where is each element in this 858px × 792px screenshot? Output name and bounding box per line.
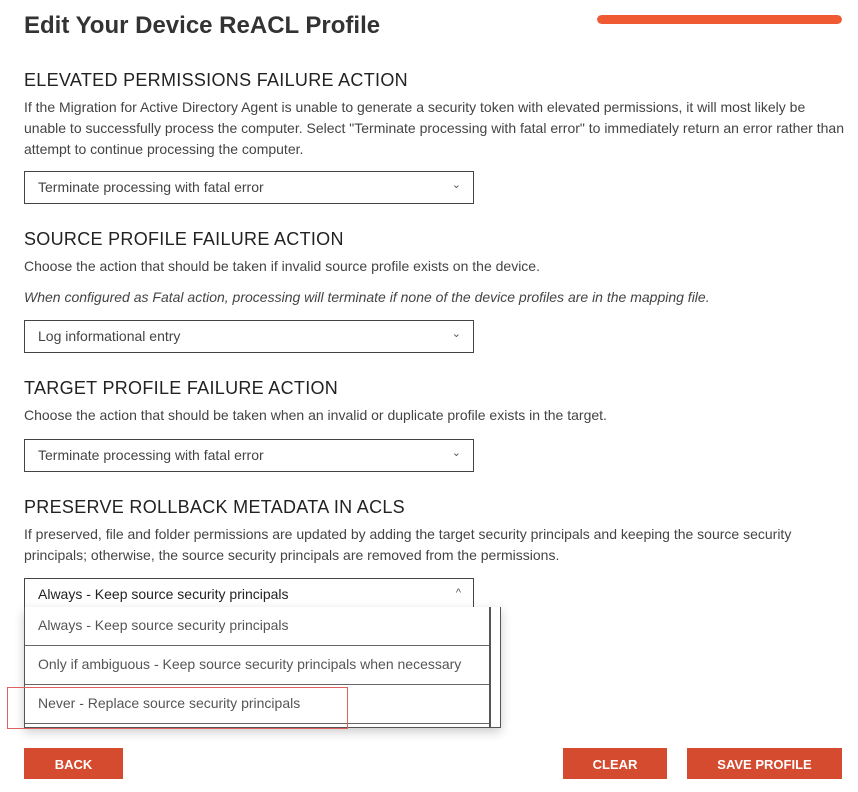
select-value: Log informational entry [38, 328, 181, 344]
section-description: If preserved, file and folder permissions are updated by adding the target security principals and keeping the source security principals; otherwise, the source security principals are removed from the permissions. [24, 526, 792, 563]
section-target [24, 378, 844, 426]
select-value: Terminate processing with fatal error [38, 179, 264, 195]
option-always[interactable]: Always - Keep source security principals [25, 607, 489, 646]
chevron-down-icon: ⌄ [451, 328, 461, 340]
page-title: Edit Your Device ReACL Profile [24, 12, 381, 39]
section-heading: ELEVATED PERMISSIONS FAILURE ACTION [24, 70, 408, 90]
elevated-action-select[interactable] [24, 171, 474, 204]
section-source [24, 229, 844, 308]
section-description: Choose the action that should be taken if invalid source profile exists on the device. [24, 258, 540, 274]
section-heading: TARGET PROFILE FAILURE ACTION [24, 378, 339, 398]
save-profile-button[interactable]: SAVE PROFILE [687, 748, 842, 779]
section-elevated [24, 70, 844, 160]
section-description: If the Migration for Active Directory Agent is unable to generate a security token with elevated permissions, it will most likely be unable to successfully process the computer. Select "Terminate processing with fatal error" to immediately return an error rather than attempt to continue processing the computer. [24, 99, 844, 157]
section-note: When configured as Fatal action, processing will terminate if none of the device profiles are in the mapping file. [24, 289, 710, 305]
section-rollback [24, 497, 844, 566]
clear-button[interactable]: CLEAR [563, 748, 667, 779]
section-description: Choose the action that should be taken when an invalid or duplicate profile exists in the target. [24, 407, 607, 423]
progress-fill [597, 15, 842, 24]
option-never[interactable]: Never - Replace source security principals [25, 685, 489, 724]
progress-bar [597, 15, 842, 24]
scrollbar[interactable] [489, 607, 500, 727]
option-only-if-ambiguous[interactable]: Only if ambiguous - Keep source security principals when necessary [25, 646, 489, 685]
section-heading: PRESERVE ROLLBACK METADATA IN ACLS [24, 497, 405, 517]
chevron-down-icon: ⌄ [451, 447, 461, 459]
highlight-box [7, 687, 348, 729]
back-button[interactable]: BACK [24, 748, 123, 779]
chevron-up-icon: ^ [455, 587, 461, 599]
chevron-down-icon: ⌄ [451, 179, 461, 191]
select-value: Always - Keep source security principals [38, 586, 289, 602]
select-value: Terminate processing with fatal error [38, 447, 264, 463]
target-action-select[interactable] [24, 439, 474, 472]
source-action-select[interactable] [24, 320, 474, 353]
section-heading: SOURCE PROFILE FAILURE ACTION [24, 229, 344, 249]
rollback-select[interactable] [24, 578, 474, 609]
